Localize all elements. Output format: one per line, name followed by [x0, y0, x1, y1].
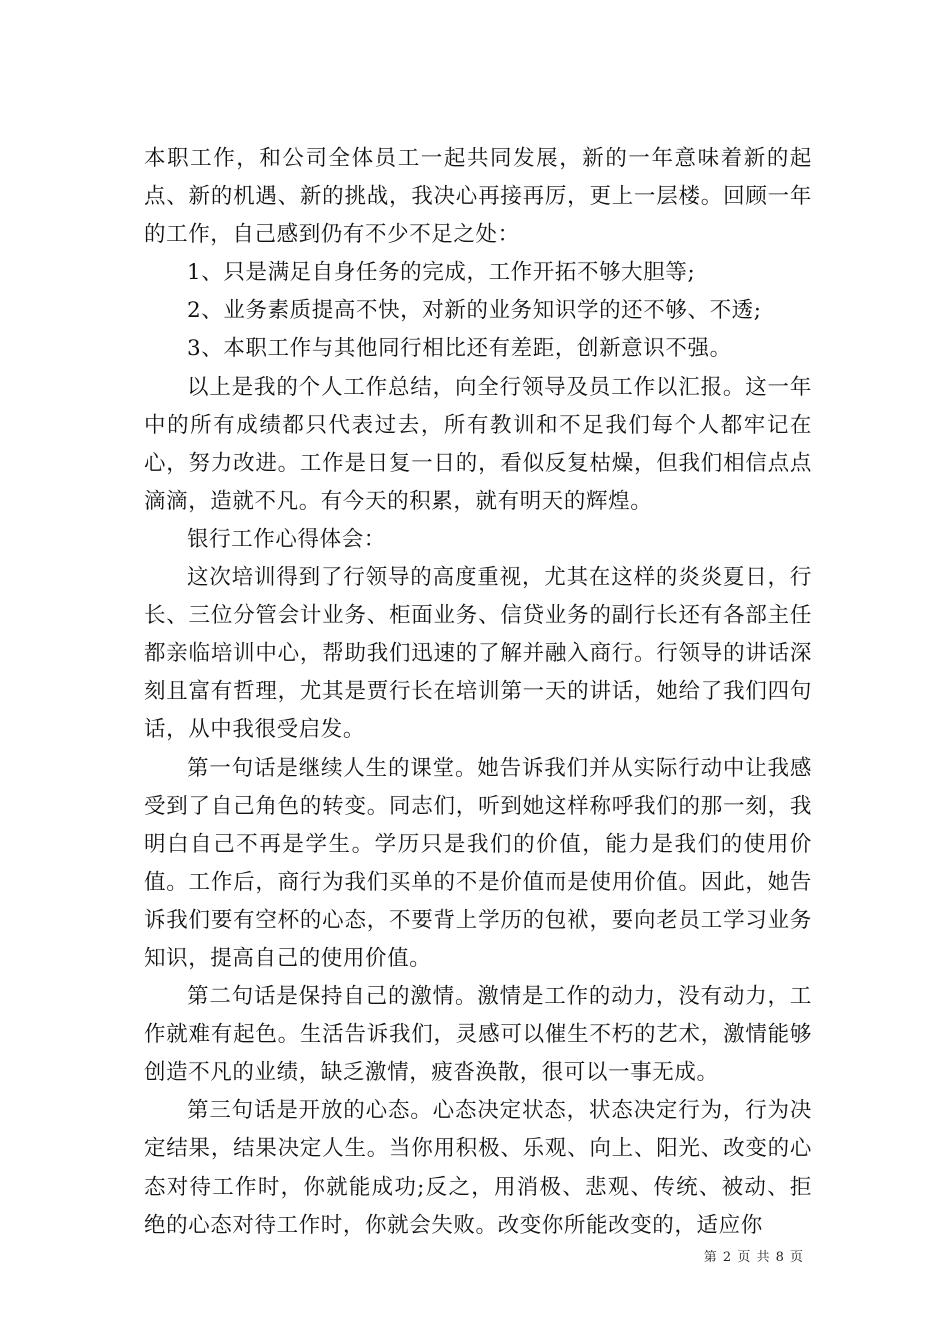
section-heading: 银行工作心得体会： [187, 526, 386, 552]
paragraph-first-sentence: 第一句话是继续人生的课堂。她告诉我们并从实际行动中让我感受到了自己角色的转变。同志们，听到她这样称呼我们的那一刻，我明白自己不再是学生。学历只是我们的价值，能力是我们的使用价值。工作后，商行为我们买单的不是价值而是使用价值。因此，她告诉我们要有空杯的心态，不要背上学历的包袱，要向老员工学习业务知识，提高自己的使用价值。 [144, 755, 812, 971]
paragraph-training: 这次培训得到了行领导的高度重视，尤其在这样的炎炎夏日，行长、三位分管会计业务、柜面业务、信贷业务的副行长还有各部主任都亲临培训中心，帮助我们迅速的了解并融入商行。行领导的讲话深刻且富有哲理，尤其是贾行长在培训第一天的讲话，她给了我们四句话，从中我很受启发。 [144, 565, 812, 743]
document-body [144, 140, 812, 1245]
list-item-1: 1、只是满足自身任务的完成，工作开拓不够大胆等; [187, 260, 696, 286]
paragraph-third-sentence: 第三句话是开放的心态。心态决定状态，状态决定行为，行为决定结果，结果决定人生。当你用积极、乐观、向上、阳光、改变的心态对待工作时，你就能成功;反之，用消极、悲观、传统、被动、拒绝的心态对待工作时，你就会失败。改变你所能改变的，适应你 [144, 1098, 812, 1238]
paragraph-second-sentence: 第二句话是保持自己的激情。激情是工作的动力，没有动力，工作就难有起色。生活告诉我们，灵感可以催生不朽的艺术，激情能够创造不凡的业绩，缺乏激情，疲沓涣散，很可以一事无成。 [144, 984, 812, 1086]
page-number-footer: 第 2 页 共 8 页 [703, 1250, 804, 1265]
list-item-3: 3、本职工作与其他同行相比还有差距，创新意识不强。 [187, 336, 732, 362]
paragraph-summary: 以上是我的个人工作总结，向全行领导及员工作以汇报。这一年中的所有成绩都只代表过去，所有教训和不足我们每个人都牢记在心，努力改进。工作是日复一日的，看似反复枯燥，但我们相信点点滴滴，造就不凡。有今天的积累，就有明天的辉煌。 [144, 374, 812, 514]
list-item-2: 2、业务素质提高不快，对新的业务知识学的还不够、不透; [187, 298, 762, 324]
paragraph-continuation: 本职工作，和公司全体员工一起共同发展，新的一年意味着新的起点、新的机遇、新的挑战，我决心再接再厉，更上一层楼。回顾一年的工作，自己感到仍有不少不足之处： [144, 146, 812, 248]
